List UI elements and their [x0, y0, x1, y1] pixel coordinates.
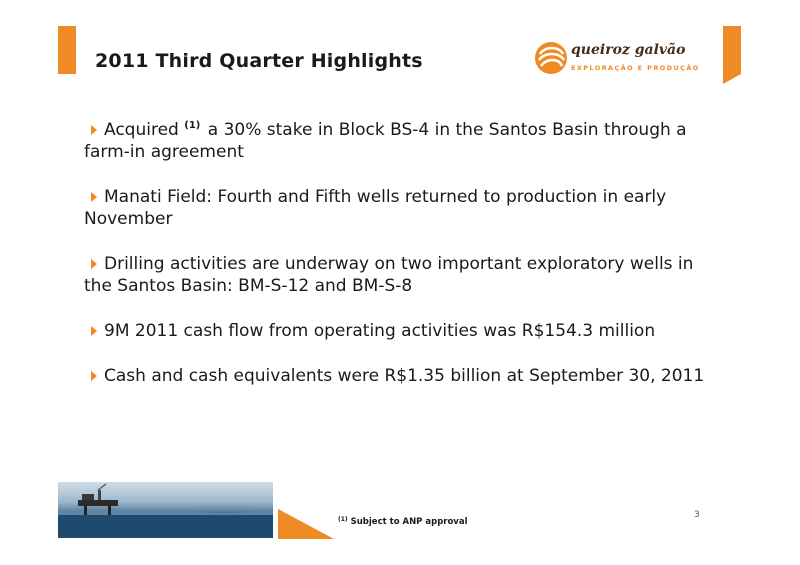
footnote-ref: (1) — [184, 120, 201, 131]
bullet-text-cont: a 30% stake in Block BS-4 in the Santos Basin through a farm-in agreement — [84, 120, 687, 162]
list-item — [84, 253, 724, 297]
bullet-arrow-icon — [91, 259, 97, 269]
bullet-text: Cash and cash equivalents were R$1.35 billion at September 30, 2011 — [104, 366, 705, 386]
platform-illustration-icon — [58, 482, 273, 538]
bullet-arrow-icon — [91, 192, 97, 202]
list-item — [84, 186, 724, 230]
footnote-marker: (1) — [338, 516, 348, 523]
list-item — [84, 365, 724, 387]
bullet-text: 9M 2011 cash flow from operating activities was R$154.3 million — [104, 321, 656, 341]
footnote — [338, 516, 468, 527]
logo-name: queiroz galvão — [571, 42, 686, 58]
page-title: 2011 Third Quarter Highlights — [95, 50, 423, 72]
list-item — [84, 320, 724, 342]
bullet-text: Manati Field: Fourth and Fifth wells returned to production in early November — [84, 187, 667, 229]
accent-bar-right — [723, 26, 741, 74]
highlights-list — [84, 115, 724, 410]
bullet-arrow-icon — [91, 125, 97, 135]
accent-bar-left — [58, 26, 76, 74]
bullet-arrow-icon — [91, 326, 97, 336]
bullet-text: Acquired — [104, 120, 185, 140]
offshore-platform-photo — [58, 482, 273, 538]
footnote-text: Subject to ANP approval — [347, 517, 468, 527]
logo-tagline: EXPLORAÇÃO E PRODUÇÃO — [571, 64, 700, 72]
list-item — [84, 115, 724, 163]
orange-wedge-shape — [278, 509, 334, 539]
logo-swirl-icon — [533, 40, 569, 76]
page-number: 3 — [694, 510, 700, 520]
bullet-arrow-icon — [91, 371, 97, 381]
bullet-text: Drilling activities are underway on two important exploratory wells in the Santos Basin: BM-S-12 and BM-S-8 — [84, 254, 694, 296]
company-logo — [533, 40, 703, 78]
